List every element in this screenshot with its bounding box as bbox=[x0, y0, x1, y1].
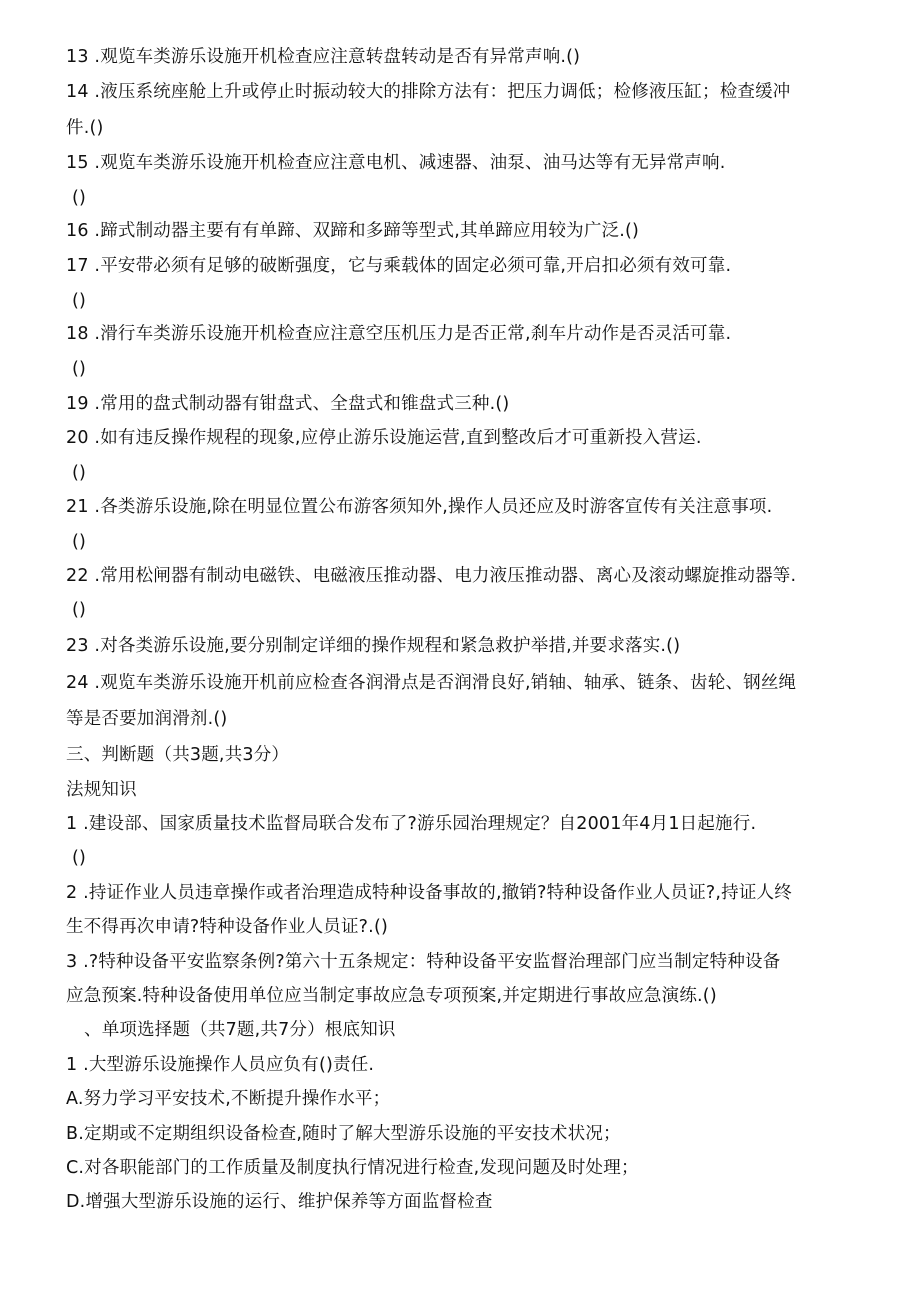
item-18-cont: () bbox=[72, 359, 87, 379]
law-item-2-cont: 生不得再次申请?特种设备作业人员证?.() bbox=[66, 917, 388, 937]
choice-option-d: D.增强大型游乐设施的运行、维护保养等方面监督检查 bbox=[66, 1192, 493, 1212]
item-17: 17 .平安带必须有足够的破断强度，它与乘载体的固定必须可靠,开启扣必须有效可靠. bbox=[66, 256, 732, 276]
law-item-1-cont: () bbox=[72, 848, 87, 868]
choice-section-heading: 、单项选择题（共7题,共7分）根底知识 bbox=[84, 1020, 396, 1040]
law-item-3-cont: 应急预案.特种设备使用单位应当制定事故应急专项预案,并定期进行事故应急演练.() bbox=[66, 986, 717, 1006]
item-21-cont: () bbox=[72, 532, 87, 552]
item-22: 22 .常用松闸器有制动电磁铁、电磁液压推动器、电力液压推动器、离心及滚动螺旋推动器等. bbox=[66, 566, 797, 586]
item-20: 20 .如有违反操作规程的现象,应停止游乐设施运营,直到整改后才可重新投入营运. bbox=[66, 428, 702, 448]
section-heading: 三、判断题（共3题,共3分） bbox=[66, 745, 290, 765]
item-23: 23 .对各类游乐设施,要分别制定详细的操作规程和紧急救护举措,并要求落实.() bbox=[66, 636, 681, 656]
choice-option-c: C.对各职能部门的工作质量及制度执行情况进行检查,发现问题及时处理； bbox=[66, 1158, 639, 1178]
choice-option-b: B.定期或不定期组织设备检查,随时了解大型游乐设施的平安技术状况； bbox=[66, 1124, 621, 1144]
choice-option-a: A.努力学习平安技术,不断提升操作水平； bbox=[66, 1089, 391, 1109]
item-22-cont: () bbox=[72, 600, 87, 620]
subsection-heading: 法规知识 bbox=[66, 780, 137, 800]
law-item-3: 3 .?特种设备平安监察条例?第六十五条规定：特种设备平安监督治理部门应当制定特种设备 bbox=[66, 952, 781, 972]
law-item-1: 1 .建设部、国家质量技术监督局联合发布了?游乐园治理规定？自2001年4月1日起施行. bbox=[66, 814, 757, 834]
item-18: 18 .滑行车类游乐设施开机检查应注意空压机压力是否正常,刹车片动作是否灵活可靠. bbox=[66, 324, 732, 344]
item-24: 24 .观览车类游乐设施开机前应检查各润滑点是否润滑良好,销轴、轴承、链条、齿轮、钢丝绳 bbox=[66, 673, 797, 693]
item-14: 14 .液压系统座舱上升或停止时振动较大的排除方法有：把压力调低；检修液压缸；检查缓冲 bbox=[66, 82, 791, 102]
item-24-cont: 等是否要加润滑剂.() bbox=[66, 709, 228, 729]
item-21: 21 .各类游乐设施,除在明显位置公布游客须知外,操作人员还应及时游客宣传有关注意事项. bbox=[66, 497, 773, 517]
law-item-2: 2 .持证作业人员违章操作或者治理造成特种设备事故的,撤销?特种设备作业人员证?,持证人终 bbox=[66, 883, 792, 903]
item-19: 19 .常用的盘式制动器有钳盘式、全盘式和锥盘式三种.() bbox=[66, 394, 510, 414]
item-15: 15 .观览车类游乐设施开机检查应注意电机、减速器、油泵、油马达等有无异常声响. bbox=[66, 153, 726, 173]
item-15-cont: () bbox=[72, 188, 87, 208]
item-16: 16 .蹄式制动器主要有有单蹄、双蹄和多蹄等型式,其单蹄应用较为广泛.() bbox=[66, 221, 640, 241]
item-13: 13 .观览车类游乐设施开机检查应注意转盘转动是否有异常声响.() bbox=[66, 47, 581, 67]
item-17-cont: () bbox=[72, 291, 87, 311]
item-14-cont: 件.() bbox=[66, 118, 104, 138]
choice-question-1: 1 .大型游乐设施操作人员应负有()责任. bbox=[66, 1055, 375, 1075]
item-20-cont: () bbox=[72, 463, 87, 483]
